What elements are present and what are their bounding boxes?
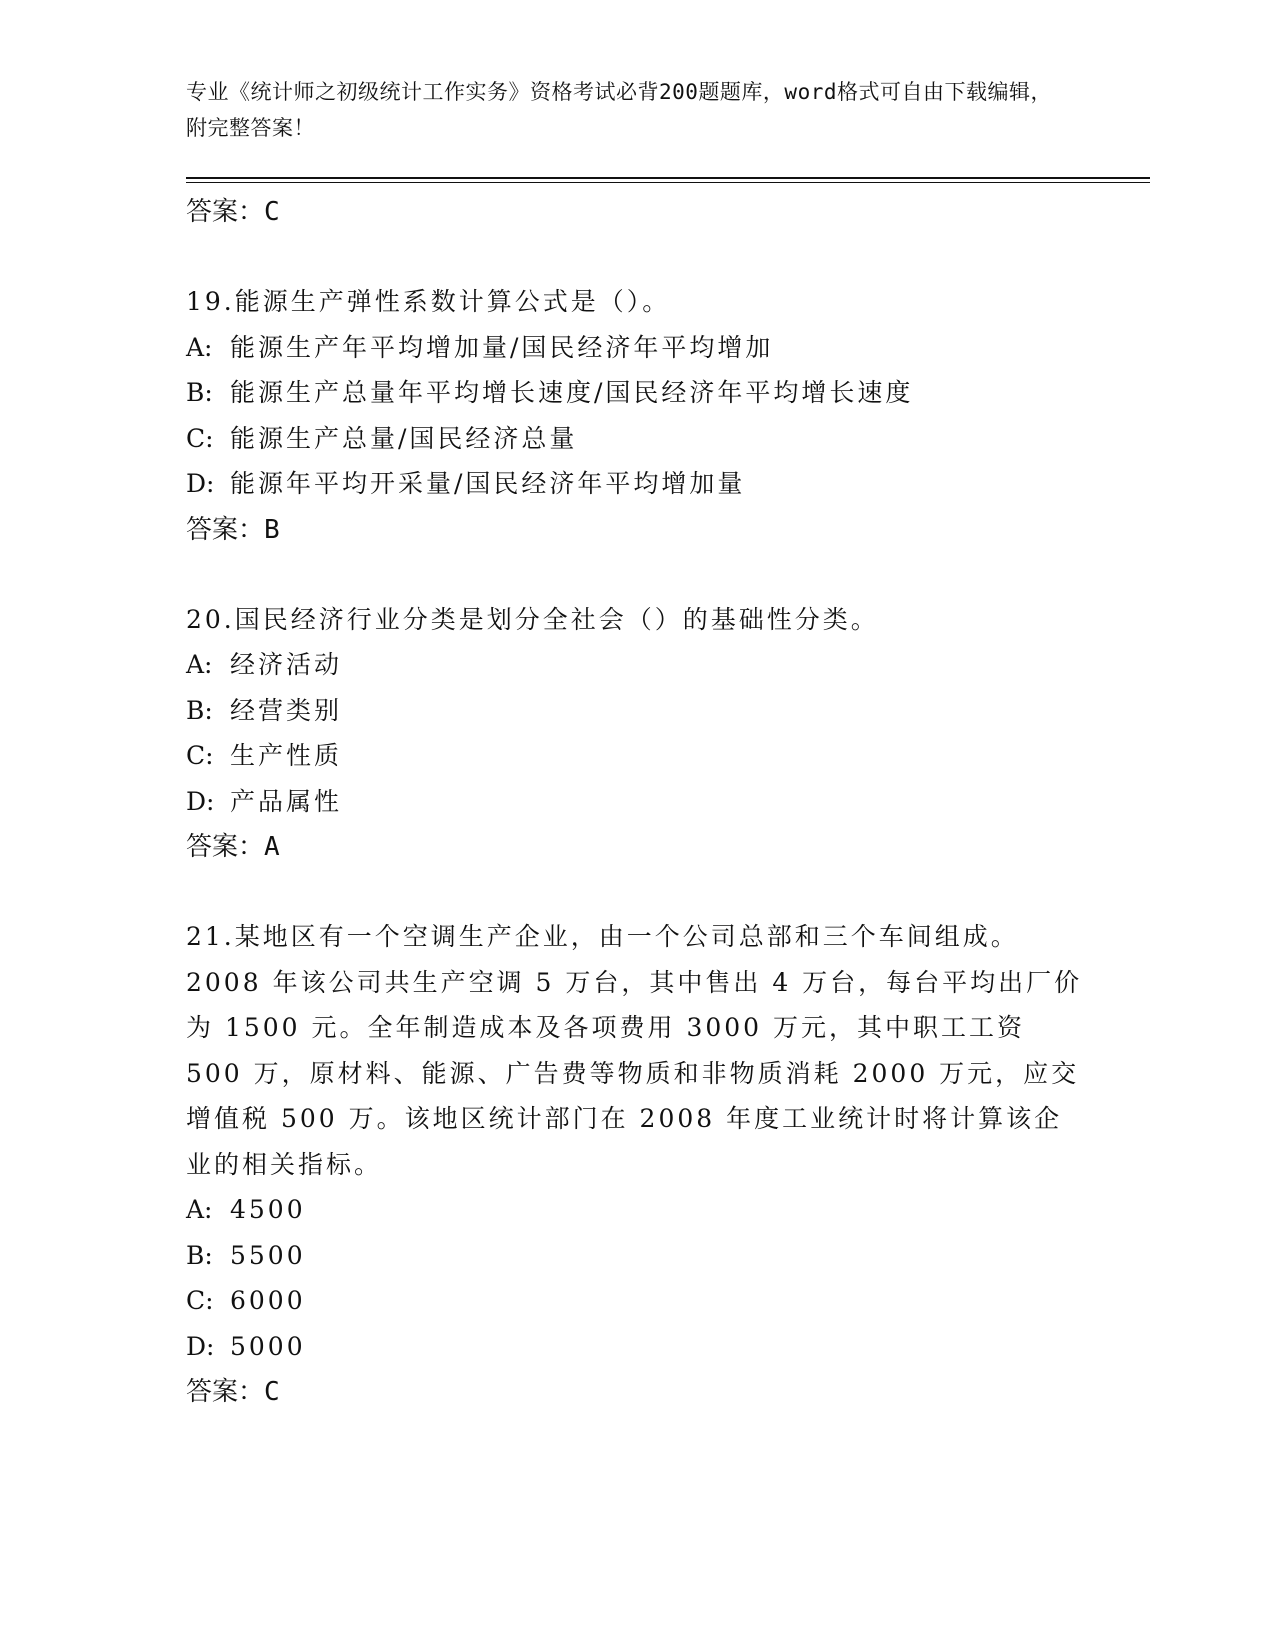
spacer bbox=[186, 870, 1086, 914]
spacer bbox=[186, 553, 1086, 597]
question-19-option-d bbox=[186, 461, 1086, 507]
question-21-option-a bbox=[186, 1187, 1086, 1233]
option-text: 生产性质 bbox=[230, 741, 343, 770]
option-label: C: bbox=[186, 741, 214, 770]
question-19-option-b bbox=[186, 370, 1086, 416]
question-20-option-a bbox=[186, 642, 1086, 688]
option-label: B: bbox=[186, 1240, 213, 1270]
option-text: 6000 bbox=[230, 1286, 306, 1315]
document-header: 专业《统计师之初级统计工作实务》资格考试必背200题题库，word格式可自由下载编辑，附完整答案！ bbox=[186, 80, 1052, 140]
spacer bbox=[186, 235, 1086, 279]
option-label: B: bbox=[186, 378, 213, 407]
option-label: D: bbox=[186, 469, 215, 498]
header-rule-thick bbox=[186, 177, 1150, 179]
option-text: 经济活动 bbox=[230, 650, 343, 679]
question-21-text: 21.某地区有一个空调生产企业，由一个公司总部和三个车间组成。2008 年该公司共生产空调 5 万台，其中售出 4 万台，每台平均出厂价为 1500 元。全年制造成本及各项费用 3000 万元，其中职工工资 500 万，原材料、能源、广告费等物质和非物质消耗 2000 万元，应交增值税 500 万。该地区统计部门在 2008 年度工业统计时将计算该企业的相关指标。 bbox=[186, 922, 1083, 1179]
option-label: A: bbox=[186, 332, 213, 362]
option-text: 4500 bbox=[230, 1195, 306, 1224]
question-21 bbox=[186, 914, 1086, 1415]
option-text: 5000 bbox=[230, 1331, 306, 1361]
option-label: C: bbox=[186, 1286, 214, 1315]
question-21-option-d bbox=[186, 1324, 1086, 1370]
question-20-option-d bbox=[186, 779, 1086, 825]
question-21-option-b bbox=[186, 1233, 1086, 1279]
question-19 bbox=[186, 279, 1086, 553]
question-list bbox=[186, 189, 1086, 1415]
option-text: 经营类别 bbox=[230, 695, 343, 725]
option-text: 能源生产总量/国民经济总量 bbox=[230, 423, 578, 453]
previous-answer: 答案：C bbox=[186, 197, 280, 227]
question-21-answer: 答案：C bbox=[186, 1377, 280, 1407]
header-rule-thin bbox=[186, 182, 1150, 183]
question-20-option-b bbox=[186, 688, 1086, 734]
option-text: 能源年平均开采量/国民经济年平均增加量 bbox=[230, 469, 746, 498]
option-text: 能源生产总量年平均增长速度/国民经济年平均增长速度 bbox=[230, 378, 914, 407]
question-20 bbox=[186, 597, 1086, 871]
question-20-text: 20.国民经济行业分类是划分全社会（）的基础性分类。 bbox=[186, 604, 879, 634]
option-label: C: bbox=[186, 423, 214, 453]
question-19-text: 19.能源生产弹性系数计算公式是（）。 bbox=[186, 287, 671, 316]
option-label: D: bbox=[186, 786, 215, 816]
option-label: D: bbox=[186, 1331, 215, 1361]
question-21-option-c bbox=[186, 1278, 1086, 1324]
question-19-option-c bbox=[186, 416, 1086, 462]
question-20-answer: 答案：A bbox=[186, 832, 280, 862]
question-19-answer: 答案：B bbox=[186, 514, 280, 545]
option-text: 产品属性 bbox=[230, 786, 343, 816]
option-label: B: bbox=[186, 695, 213, 725]
question-19-option-a bbox=[186, 325, 1086, 371]
question-20-option-c bbox=[186, 733, 1086, 779]
option-label: A: bbox=[186, 650, 213, 679]
option-text: 5500 bbox=[230, 1240, 306, 1270]
option-text: 能源生产年平均增加量/国民经济年平均增加 bbox=[230, 332, 774, 362]
option-label: A: bbox=[186, 1195, 213, 1224]
